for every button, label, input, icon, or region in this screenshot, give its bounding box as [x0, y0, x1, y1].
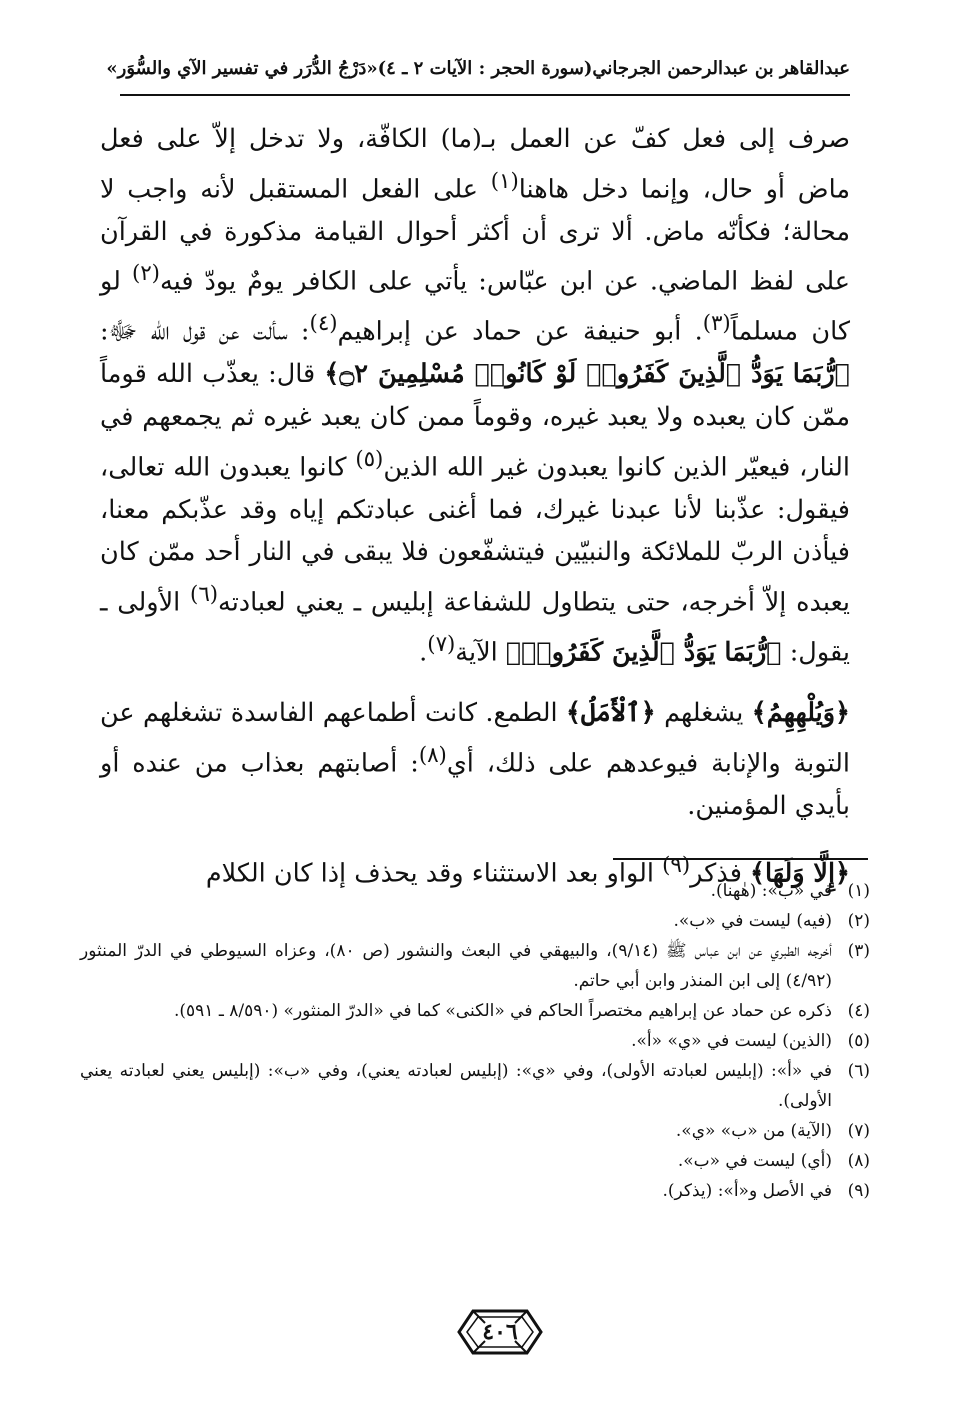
text-run: الطمع. كانت أطماعهم الفاسدة تشغلهم عن التوبة والإنابة فيوعدهم على ذلك، أي [100, 698, 850, 779]
footnote-text: في الأصل و«أ»: (يذكر). [662, 1181, 832, 1201]
quran-quote: ﴿إِلَّا وَلَهَا﴾ [750, 858, 850, 889]
page-number-ornament [455, 1305, 545, 1359]
footnote-number: (١) [847, 881, 870, 901]
text-run: قال: يعذّب الله قوماً ممّن كان يعبده ولا يعبد غيره، وقوماً ممن كان يعبد غيره ثم يجمعهم في النار، فيعيّر الذين كانوا يعبدون غير الله الذين [100, 359, 850, 483]
footnote-item [80, 996, 870, 1026]
text-run: كانوا يعبدون الله تعالى، فيقول: عذّبنا لأنا عبدنا غيرك، فما أغنى عبادتكم إياه وقد عذّبكم معنا، فيأذن الربّ للملائكة والنبيّين فيتشفّعون فلا يبقى في النار أحد ممّن كان يعبده إلاّ أخرجه، حتى يتطاول للشفاعة إبليس ـ يعني لعبادته [100, 452, 850, 618]
footnote-marker: (١) [490, 168, 519, 194]
quran-quote: ﴿وَيُلْهِهِمُ﴾ [751, 698, 850, 729]
footnote-marker: (٥) [355, 446, 384, 472]
footnote-marker: (٨) [418, 742, 447, 768]
footnote-text: (فيه) ليست في «ب». [673, 911, 832, 931]
footnote-text: أخرجه الطبري عن ابن عباس ﷺ (٩/١٤)، والبيهقي في البعث والنشور (ص ٨٠)، وعزاه السيوطي في الدرّ المنثور (٤/٩٢) إلى ابن المنذر وابن أبي حاتم. [80, 941, 833, 991]
footnote-item [80, 1116, 870, 1146]
footnote-text: (الآية) من «ب» «ي». [675, 1121, 832, 1141]
text-run: : أصابتهم بعذاب من عنده أو بأيدي المؤمنين. [100, 748, 850, 821]
footnote-item [80, 1176, 870, 1206]
page-number: ٤٠٦ [482, 1319, 518, 1345]
footnote-item [80, 876, 870, 906]
footnote-text: في «أ»: (إبليس لعبادته الأولى)، وفي «ي»: (إبليس لعبادته يعني)، وفي «ب»: (إبليس يعني لعبادته يعني الأولى). [80, 1061, 832, 1111]
header-author: عبدالقاهر بن عبدالرحمن الجرجاني [592, 58, 850, 79]
footnote-number: (٢) [847, 911, 870, 931]
footnote-number: (٤) [847, 1001, 870, 1021]
text-run: الآية [455, 637, 506, 668]
text-run: على الفعل المستقبل لأنه واجب لا محالة؛ فكأنّه ماض. ألا ترى أن أكثر أحوال القيامة مذكورة في القرآن على لفظ الماضي. عن ابن عبّاس: يأتي على الكافر يومٌ يودّ فيه [100, 174, 850, 297]
footnote-marker: (٧) [427, 632, 456, 658]
footnote-number: (٥) [847, 1031, 870, 1051]
footnote-item [80, 1146, 870, 1176]
footnote-number: (٦) [847, 1061, 870, 1081]
quran-quote: ﴿ٱلْأَمَلُ﴾ [566, 698, 656, 729]
footnote-marker: (٤) [309, 311, 338, 337]
footnote-item [80, 906, 870, 936]
footnote-number: (٣) [847, 941, 870, 961]
header-book-title: «دَرْجُ الدُّرَر في تفسير الآي والسُّوَر» [106, 58, 378, 79]
running-header [106, 58, 850, 96]
footnote-text: (أي) ليست في «ب». [677, 1151, 832, 1171]
text-run: . أبو حنيفة عن حماد عن إبراهيم [337, 316, 703, 347]
footnote-separator [613, 858, 868, 860]
paragraph [100, 692, 850, 827]
footnote-item [80, 936, 870, 996]
text-run: لو كان مسلماً [100, 266, 850, 347]
text-run: صرف إلى فعل كفّ عن العمل بـ(ما) الكافّة، ولا تدخل إلاّ على فعل ماض أو حال، وإنما دخل هاهنا [100, 124, 850, 205]
footnote-text: في «ب»: (هٰهنا). [710, 881, 832, 901]
main-text [100, 118, 850, 914]
text-run: يشغلهم [655, 698, 752, 729]
footnote-marker: (٢) [131, 261, 160, 287]
text-run: الواو بعد الاستثناء وقد يحذف إذا كان الكلام [205, 858, 663, 889]
footnote-number: (٩) [847, 1181, 870, 1201]
footnote-marker: (٩) [662, 853, 691, 879]
footnote-text: ذكره عن حماد عن إبراهيم مختصراً الحاكم في «الكنى» كما في «الدرّ المنثور» (٨/٥٩٠ ـ ٥٩١). [174, 1001, 832, 1021]
quran-quote: ﴿رُّبَمَا يَوَدُّ ٱلَّذِينَ كَفَرُوا۟﴾ [505, 637, 782, 668]
header-section: (سورة الحجر : الآيات ٢ ـ ٤) [377, 58, 593, 79]
footnotes [80, 876, 870, 1206]
footnote-text: (الذين) ليست في «ي» «أ». [631, 1031, 832, 1051]
footnote-marker: (٣) [702, 311, 731, 337]
quran-quote: ﴿رُّبَمَا يَوَدُّ ٱلَّذِينَ كَفَرُوا۟ لَوْ كَانُوا۟ مُسْلِمِينَ ۝٢﴾ [324, 359, 850, 390]
text-run: الأولى ـ يقول: [100, 587, 850, 668]
paragraph [100, 118, 850, 674]
footnote-item [80, 1026, 870, 1056]
footnote-item [80, 1056, 870, 1116]
footnote-number: (٧) [847, 1121, 870, 1141]
text-run: : سألت عن قول الله ﷻ: [100, 316, 310, 347]
text-run: . [419, 637, 428, 668]
footnote-number: (٨) [847, 1151, 870, 1171]
footnote-marker: (٦) [190, 581, 219, 607]
text-run: فذكر [690, 858, 750, 889]
